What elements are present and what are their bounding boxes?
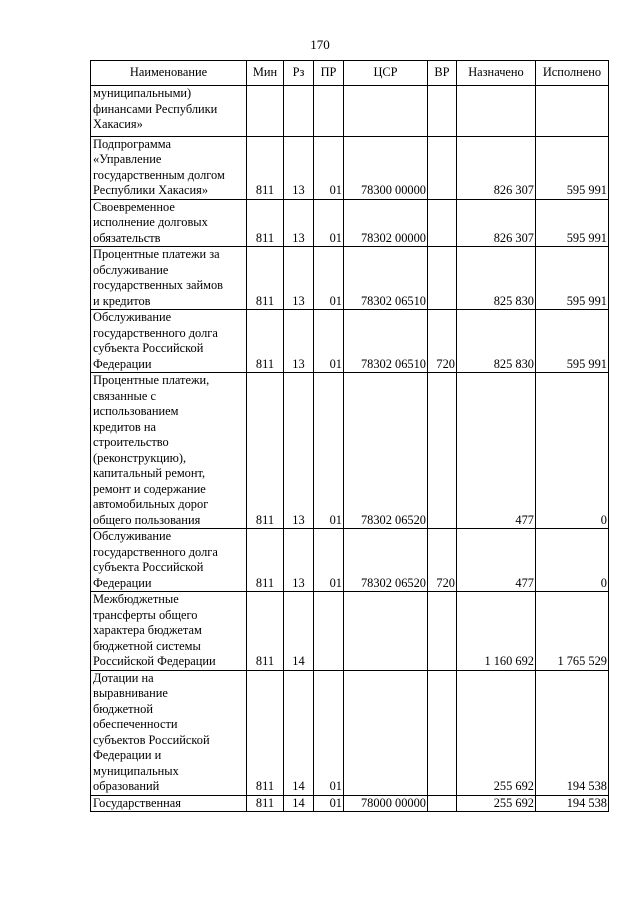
row-pr: 01 (314, 795, 344, 812)
table-row (91, 310, 609, 373)
row-rz: 14 (284, 592, 314, 671)
table-row (91, 247, 609, 310)
row-rz: 13 (284, 310, 314, 373)
table-row (91, 670, 609, 795)
row-assigned: 255 692 (457, 795, 536, 812)
page-number: 170 (310, 37, 330, 52)
row-pr (314, 86, 344, 137)
row-vr (428, 795, 457, 812)
table-row (91, 86, 609, 137)
header-vr: ВР (428, 61, 457, 86)
row-csr: 78300 00000 (344, 136, 428, 199)
row-min: 811 (247, 670, 284, 795)
row-name: Государственная (91, 795, 247, 812)
row-name: Своевременное исполнение долговых обязательств (91, 199, 247, 247)
header-min: Мин (247, 61, 284, 86)
row-assigned: 477 (457, 529, 536, 592)
row-csr: 78302 06510 (344, 247, 428, 310)
row-min: 811 (247, 199, 284, 247)
table-row (91, 199, 609, 247)
row-min: 811 (247, 247, 284, 310)
row-min: 811 (247, 310, 284, 373)
row-csr: 78302 06510 (344, 310, 428, 373)
row-csr: 78302 06520 (344, 373, 428, 529)
row-assigned: 826 307 (457, 136, 536, 199)
row-pr: 01 (314, 670, 344, 795)
table-row (91, 529, 609, 592)
row-vr (428, 199, 457, 247)
row-vr (428, 670, 457, 795)
row-name: Обслуживание государственного долга субъекта Российской Федерации (91, 310, 247, 373)
row-assigned: 826 307 (457, 199, 536, 247)
row-rz: 14 (284, 670, 314, 795)
row-vr: 720 (428, 529, 457, 592)
row-pr: 01 (314, 310, 344, 373)
row-vr: 720 (428, 310, 457, 373)
row-pr: 01 (314, 247, 344, 310)
row-csr: 78302 00000 (344, 199, 428, 247)
row-rz (284, 86, 314, 137)
header-csr: ЦСР (344, 61, 428, 86)
row-pr (314, 592, 344, 671)
table-row (91, 373, 609, 529)
row-assigned: 477 (457, 373, 536, 529)
row-csr (344, 670, 428, 795)
row-executed: 0 (536, 373, 609, 529)
row-vr (428, 136, 457, 199)
header-name: Наименование (91, 61, 247, 86)
row-pr: 01 (314, 373, 344, 529)
row-executed: 194 538 (536, 670, 609, 795)
row-vr (428, 86, 457, 137)
header-executed: Исполнено (536, 61, 609, 86)
row-assigned: 825 830 (457, 310, 536, 373)
header-assigned: Назначено (457, 61, 536, 86)
row-min: 811 (247, 592, 284, 671)
row-executed: 595 991 (536, 199, 609, 247)
table-row (91, 795, 609, 812)
row-pr: 01 (314, 136, 344, 199)
row-csr (344, 592, 428, 671)
row-vr (428, 373, 457, 529)
row-assigned: 255 692 (457, 670, 536, 795)
row-min: 811 (247, 795, 284, 812)
row-executed: 0 (536, 529, 609, 592)
row-executed: 595 991 (536, 136, 609, 199)
row-vr (428, 592, 457, 671)
row-name: Обслуживание государственного долга субъекта Российской Федерации (91, 529, 247, 592)
row-name: Процентные платежи за обслуживание государственных займов и кредитов (91, 247, 247, 310)
table-row (91, 592, 609, 671)
table-header-row (91, 61, 609, 86)
row-executed: 1 765 529 (536, 592, 609, 671)
row-name: Межбюджетные трансферты общего характера бюджетам бюджетной системы Российской Федерации (91, 592, 247, 671)
row-min: 811 (247, 373, 284, 529)
row-rz: 13 (284, 247, 314, 310)
row-csr: 78000 00000 (344, 795, 428, 812)
row-pr: 01 (314, 529, 344, 592)
row-rz: 13 (284, 373, 314, 529)
row-name: Дотации на выравнивание бюджетной обеспеченности субъектов Российской Федерации и муниципальных образований (91, 670, 247, 795)
row-csr (344, 86, 428, 137)
row-executed: 194 538 (536, 795, 609, 812)
row-name: муниципальными) финансами Республики Хакасия» (91, 86, 247, 137)
row-executed (536, 86, 609, 137)
row-rz: 13 (284, 199, 314, 247)
row-rz: 13 (284, 529, 314, 592)
row-assigned: 1 160 692 (457, 592, 536, 671)
row-executed: 595 991 (536, 247, 609, 310)
row-rz: 13 (284, 136, 314, 199)
row-csr: 78302 06520 (344, 529, 428, 592)
row-rz: 14 (284, 795, 314, 812)
row-vr (428, 247, 457, 310)
header-pr: ПР (314, 61, 344, 86)
row-name: Процентные платежи, связанные с использованием кредитов на строительство (реконструкцию), капитальный ремонт, ремонт и содержание автомобильных дорог общего пользования (91, 373, 247, 529)
header-rz: Рз (284, 61, 314, 86)
row-assigned (457, 86, 536, 137)
table-row (91, 136, 609, 199)
row-name: Подпрограмма «Управление государственным долгом Республики Хакасия» (91, 136, 247, 199)
row-min: 811 (247, 529, 284, 592)
row-min (247, 86, 284, 137)
row-pr: 01 (314, 199, 344, 247)
budget-table (90, 60, 609, 812)
row-executed: 595 991 (536, 310, 609, 373)
row-assigned: 825 830 (457, 247, 536, 310)
row-min: 811 (247, 136, 284, 199)
